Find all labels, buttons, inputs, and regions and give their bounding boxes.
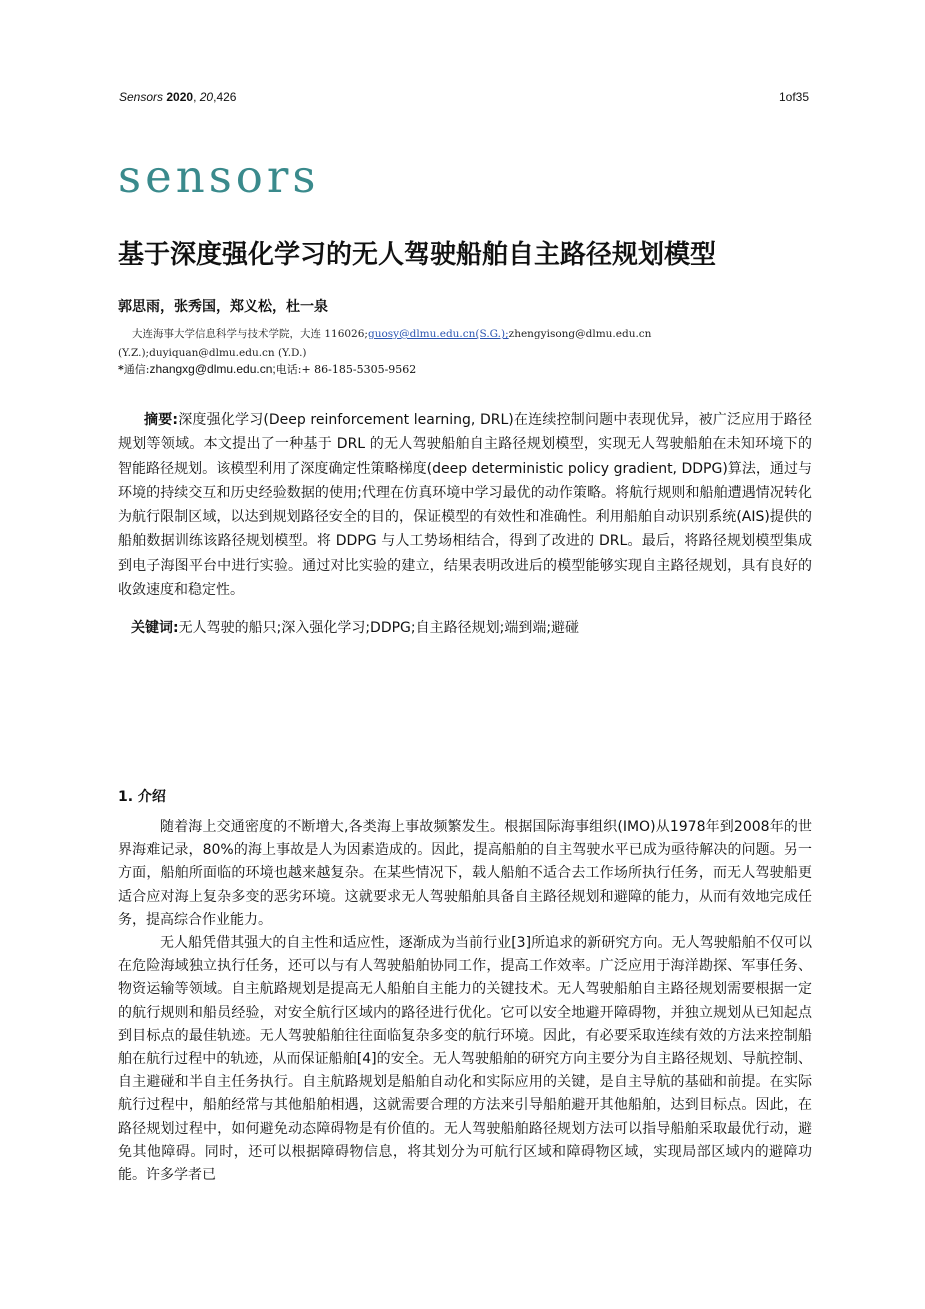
section-body <box>118 816 812 1187</box>
keywords <box>131 617 579 637</box>
correspondence-phone: 电话:+ 86-185-5305-9562 <box>275 363 417 376</box>
section-heading: 1. 介绍 <box>118 789 166 805</box>
journal-year: 2020 <box>166 90 194 104</box>
keywords-label: 关键词: <box>131 620 179 636</box>
paper-title: 基于深度强化学习的无人驾驶船舶自主路径规划模型 <box>118 240 717 270</box>
correspondence-label: 通信: <box>123 363 150 376</box>
abstract-label: 摘要: <box>144 412 179 428</box>
abstract-text: 深度强化学习(Deep reinforcement learning, DRL)在连续控制问题中表现优异，被广泛应用于路径规划等领域。本文提出了一种基于 DRL 的无人驾驶船舶自主路径规划模型，实现无人驾驶船舶在未知环境下的智能路径规划。该模型利用了深度确定性策略梯度(deep deterministic policy gradient, DDPG)算法，通过与环境的持续交互和历史经验数据的使用;代理在仿真环境中学习最优的动作策略。将航行规则和船舶遭遇情况转化为航行限制区域，以达到规划路径安全的目的，保证模型的有效性和准确性。利用船舶自动识别系统(AIS)提供的船舶数据训练该路径规划模型。将 DDPG 与人工势场相结合，得到了改进的 DRL。最后，将路径规划模型集成到电子海图平台中进行实验。通过对比实验的建立，结果表明改进后的模型能够实现自主路径规划，具有良好的收敛速度和稳定性。 <box>118 412 812 599</box>
affiliation-line-2: (Y.Z.);duyiquan@dlmu.edu.cn (Y.D.) <box>118 347 307 359</box>
journal-volume: 20 <box>199 90 214 104</box>
author-list: 郭思雨，张秀国，郑义松，杜一泉 <box>118 299 328 315</box>
correspondence-star: * <box>118 363 124 376</box>
keywords-text: 无人驾驶的船只;深入强化学习;DDPG;自主路径规划;端到端;避碰 <box>178 620 580 636</box>
running-header-citation: Sensors 2020, 20,426 <box>119 90 237 104</box>
correspondence-email: zhangxg@dlmu.edu.cn; <box>149 362 276 376</box>
affiliation-block <box>118 325 818 363</box>
body-paragraph: 随着海上交通密度的不断增大,各类海上事故频繁发生。根据国际海事组织(IMO)从1978年到2008年的世界海难记录，80%的海上事故是人为因素造成的。因此，提高船舶的自主驾驶水平已成为亟待解决的问题。另一方面，船舶所面临的环境也越来越复杂。在某些情况下，载人船舶不适合去工作场所执行任务，而无人驾驶船更适合应对海上复杂多变的恶劣环境。这就要求无人驾驶船舶具备自主路径规划和避障的能力，从而有效地完成任务，提高综合作业能力。 <box>118 819 812 928</box>
affiliation-email-2: zhengyisong@dlmu.edu.cn <box>508 328 652 340</box>
journal-name: Sensors <box>119 90 164 104</box>
abstract <box>118 408 812 602</box>
author-email-link[interactable]: guosy@dlmu.edu.cn(S.G.); <box>367 328 509 340</box>
body-paragraph: 无人船凭借其强大的自主性和适应性，逐渐成为当前行业[3]所追求的新研究方向。无人驾驶船舶不仅可以在危险海域独立执行任务，还可以与有人驾驶船舶协同工作，提高工作效率。广泛应用于海洋勘探、军事任务、物资运输等领域。自主航路规划是提高无人船舶自主能力的关键技术。无人驾驶船舶自主路径规划需要根据一定的航行规则和船员经验，对安全航行区域内的路径进行优化。它可以安全地避开障碍物，并独立规划从已知起点到目标点的最佳轨迹。无人驾驶船舶往往面临复杂多变的航行环境。因此，有必要采取连续有效的方法来控制船舶在航行过程中的轨迹，从而保证船舶[4]的安全。无人驾驶船舶的研究方向主要分为自主路径规划、导航控制、自主避碰和半自主任务执行。自主航路规划是船舶自动化和实际应用的关键，是自主导航的基础和前提。在实际航行过程中，船舶经常与其他船舶相遇，这就需要合理的方法来引导船舶避开其他船舶，达到目标点。因此，在路径规划过程中，如何避免动态障碍物是有价值的。无人驾驶船舶路径规划方法可以指导船舶采取最优行动，避免其他障碍。同时，还可以根据障碍物信息，将其划分为可航行区域和障碍物区域，实现局部区域内的避障功能。许多学者已 <box>118 935 812 1184</box>
affiliation-text: 大连海事大学信息科学与技术学院，大连 116026; <box>132 328 368 340</box>
journal-logo: sensors <box>118 150 320 203</box>
page-number: 1of35 <box>778 90 809 104</box>
correspondence-line <box>118 361 416 377</box>
journal-pages: 426 <box>216 90 237 104</box>
